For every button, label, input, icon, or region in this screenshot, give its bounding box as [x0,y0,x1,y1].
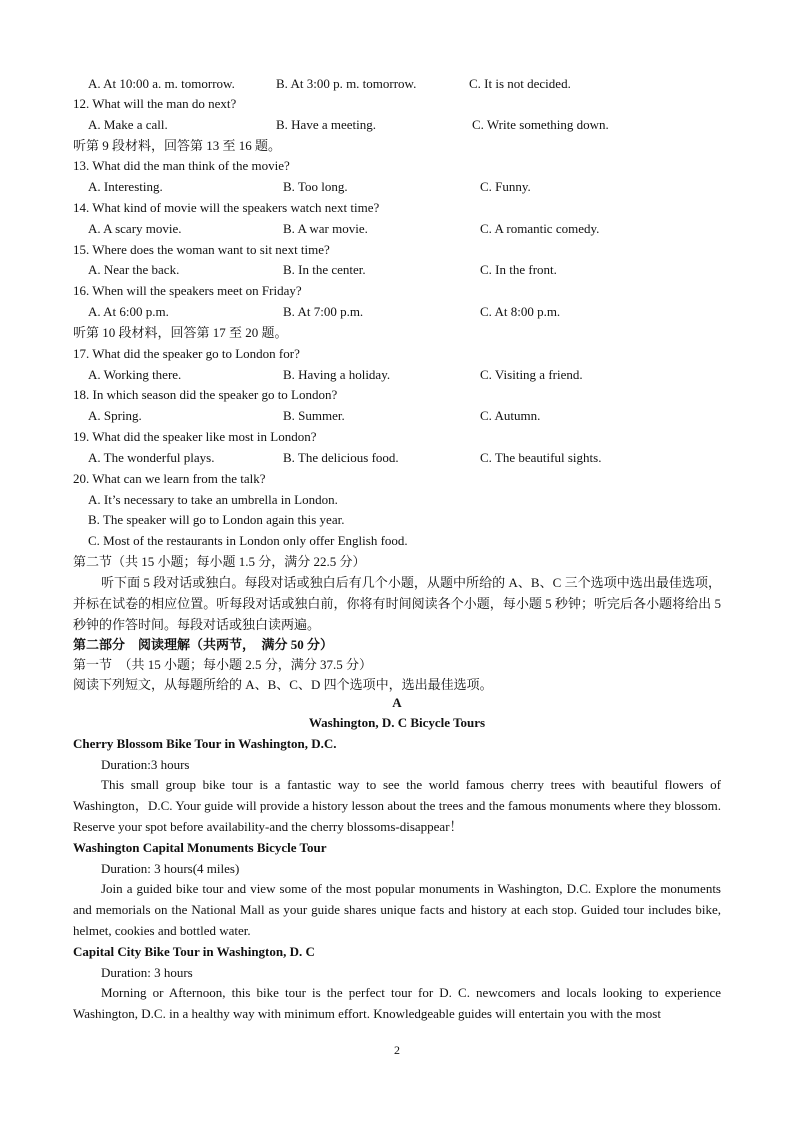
part-2-instructions: 阅读下列短文，从每题所给的 A、B、C、D 四个选项中，选出最佳选项。 [73,677,493,692]
q17-option-c: C. Visiting a friend. [480,367,583,382]
q11-option-c: C. It is not decided. [469,76,571,91]
section-2-header: 第二节（共 15 小题；每小题 1.5 分，满分 22.5 分） [73,554,366,569]
tour-2-name: Washington Capital Monuments Bicycle Tour [73,840,327,855]
q16-option-b: B. At 7:00 p.m. [283,304,364,319]
q12-option-c: C. Write something down. [472,117,609,132]
tour-3-description: Morning or Afternoon, this bike tour is the perfect tour for D. C. newcomers and locals looking to experience Washington, D.C. in a healthy way with minimum effort. Knowledgeable guides will entertain you with the most [73,985,721,1021]
q20-stem: 20. What can we learn from the talk? [73,471,266,486]
q20-option-c: C. Most of the restaurants in London only offer English food. [88,533,408,548]
passage-title: Washington, D. C Bicycle Tours [308,715,486,730]
q15-option-b: B. In the center. [283,262,366,277]
tour-3-duration: Duration: 3 hours [101,965,193,980]
section-2-instructions: 听下面 5 段对话或独白。每段对话或独白后有几个小题，从题中所给的 A、B、C 三个选项中选出最佳选项，并标在试卷的相应位置。听每段对话或独白前，你将有时间阅读各个小题，每小题 5 秒钟；听完后各小题将给出 5 秒钟的作答时间。每段对话或独白读两遍。 [73,575,721,632]
q18-stem: 18. In which season did the speaker go to London? [73,387,338,402]
q15-stem: 15. Where does the woman want to sit next time? [73,242,330,257]
tour-1-description: This small group bike tour is a fantastic way to see the world famous cherry trees with beautiful flowers of Washington，D.C. Your guide will provide a history lesson about the trees and the famous monuments where they blossom. Reserve your spot before availability-and the cherry blossoms-disappear！ [73,777,721,834]
q20-option-b: B. The speaker will go to London again this year. [88,512,345,527]
q13-option-a: A. Interesting. [88,179,163,194]
q14-option-c: C. A romantic comedy. [480,221,600,236]
q17-option-b: B. Having a holiday. [283,367,391,382]
q19-option-c: C. The beautiful sights. [480,450,602,465]
q18-option-c: C. Autumn. [480,408,541,423]
q12-option-b: B. Have a meeting. [276,117,376,132]
tour-1-name: Cherry Blossom Bike Tour in Washington, D.C. [73,736,337,751]
q15-option-a: A. Near the back. [88,262,180,277]
part-2-section-1-header: 第一节 （共 15 小题；每小题 2.5 分，满分 37.5 分） [73,657,373,672]
part-2-header: 第二部分 阅读理解（共两节， 满分 50 分） [73,637,334,652]
q14-option-b: B. A war movie. [283,221,368,236]
q18-option-a: A. Spring. [88,408,142,423]
q11-option-b: B. At 3:00 p. m. tomorrow. [276,76,417,91]
tour-1-duration: Duration:3 hours [101,757,190,772]
q18-option-b: B. Summer. [283,408,345,423]
section-9-heading: 听第 9 段材料，回答第 13 至 16 题。 [73,138,282,153]
q17-option-a: A. Working there. [88,367,182,382]
q19-stem: 19. What did the speaker like most in London? [73,429,317,444]
q19-option-b: B. The delicious food. [283,450,399,465]
q15-option-c: C. In the front. [480,262,557,277]
passage-letter: A [392,695,402,710]
q11-option-a: A. At 10:00 a. m. tomorrow. [88,76,235,91]
tour-2-description: Join a guided bike tour and view some of the most popular monuments in Washington, D.C. Explore the monuments and memorials on the National Mall as your guide shares unique facts and history at each stop. Guided tour includes bike, helmet, cookies and bottled water. [73,881,721,938]
tour-2-duration: Duration: 3 hours(4 miles) [101,861,240,876]
q12-option-a: A. Make a call. [88,117,168,132]
q13-option-c: C. Funny. [480,179,531,194]
page-number: 2 [394,1043,400,1057]
tour-3-name: Capital City Bike Tour in Washington, D. C [73,944,315,959]
q13-option-b: B. Too long. [283,179,348,194]
q13-stem: 13. What did the man think of the movie? [73,158,290,173]
q17-stem: 17. What did the speaker go to London for? [73,346,300,361]
q16-stem: 16. When will the speakers meet on Friday? [73,283,302,298]
q16-option-c: C. At 8:00 p.m. [480,304,561,319]
q12-stem: 12. What will the man do next? [73,96,237,111]
q19-option-a: A. The wonderful plays. [88,450,215,465]
q14-stem: 14. What kind of movie will the speakers watch next time? [73,200,380,215]
section-10-heading: 听第 10 段材料，回答第 17 至 20 题。 [73,325,288,340]
q16-option-a: A. At 6:00 p.m. [88,304,169,319]
q20-option-a: A. It’s necessary to take an umbrella in London. [88,492,338,507]
q14-option-a: A. A scary movie. [88,221,182,236]
